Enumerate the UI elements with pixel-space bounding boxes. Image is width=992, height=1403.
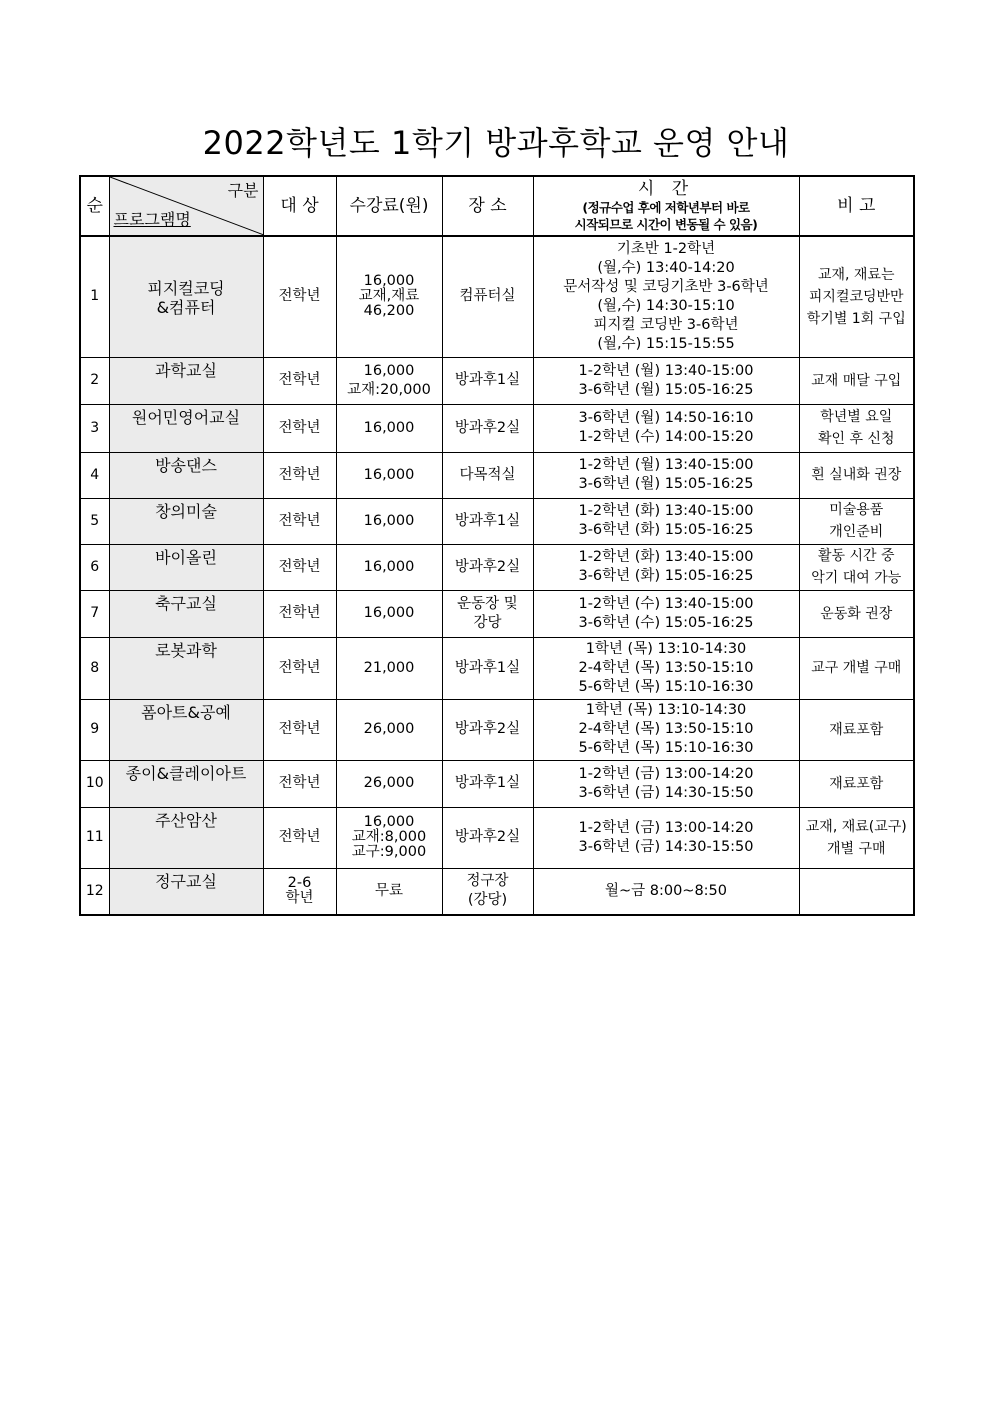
row-number: 3 (90, 419, 100, 436)
header-fee: 수강료(원) (336, 176, 442, 236)
cell-time (533, 544, 799, 590)
place-text: 방과후2실 (454, 721, 521, 737)
cell-num (80, 544, 109, 590)
cell-target (263, 590, 336, 637)
header-time (533, 176, 799, 236)
cell-target (263, 699, 336, 760)
place-text: 방과후2실 (454, 558, 521, 575)
time-text: (월,수) 14:30-15:10 (597, 297, 735, 314)
table-row (80, 637, 914, 699)
fee-text: 16,000 (363, 273, 415, 290)
fee-text: 16,000 (363, 512, 415, 529)
cell-target (263, 357, 336, 404)
cell-fee (336, 357, 442, 404)
header-place: 장 소 (442, 176, 533, 236)
cell-fee (336, 760, 442, 807)
program-text: 축구교실 (155, 593, 217, 613)
row-number: 10 (85, 775, 104, 791)
target-text: 전학년 (278, 466, 321, 483)
cell-time (533, 760, 799, 807)
cell-remark (799, 590, 914, 637)
time-text: 3-6학년 (화) 15:05-16:25 (578, 522, 754, 538)
row-number: 1 (90, 288, 100, 305)
fee-text: 16,000 (363, 466, 415, 483)
cell-remark (799, 699, 914, 760)
time-text: 피지컬 코딩반 3-6학년 (593, 316, 739, 333)
row-number: 12 (85, 882, 104, 899)
cell-fee (336, 807, 442, 868)
remark-text: 흰 실내화 권장 (811, 467, 902, 483)
cell-num (80, 637, 109, 699)
fee-text: 16,000 (363, 419, 415, 436)
cell-time (533, 452, 799, 498)
cell-target (263, 868, 336, 915)
time-text: 5-6학년 (목) 15:10-16:30 (578, 678, 754, 695)
row-number: 11 (85, 829, 104, 845)
table-row (80, 452, 914, 498)
cell-place (442, 452, 533, 498)
place-text: 방과후2실 (454, 419, 521, 436)
fee-text: 16,000 (363, 605, 415, 621)
fee-text: 16,000 (363, 558, 415, 575)
cell-place (442, 868, 533, 915)
cell-target (263, 807, 336, 868)
target-text: 학년 (285, 890, 314, 907)
cell-program (109, 637, 263, 699)
table-row (80, 236, 914, 357)
cell-num (80, 760, 109, 807)
cell-program (109, 404, 263, 452)
time-text: 1-2학년 (금) 13:00-14:20 (578, 765, 754, 782)
place-text: 정구장 (466, 873, 509, 890)
cell-time (533, 637, 799, 699)
cell-place (442, 544, 533, 590)
cell-target (263, 760, 336, 807)
time-text: 1-2학년 (화) 13:40-15:00 (578, 549, 754, 565)
time-text: (월,수) 13:40-14:20 (597, 259, 735, 276)
cell-program (109, 699, 263, 760)
time-text: 3-6학년 (금) 14:30-15:50 (578, 784, 754, 801)
cell-time (533, 868, 799, 915)
place-text: (강당) (467, 892, 508, 909)
remark-text: 재료포함 (829, 721, 884, 738)
program-text: 피지컬코딩 (147, 279, 225, 299)
place-text: 방과후1실 (454, 775, 521, 791)
cell-remark (799, 760, 914, 807)
program-text: 정구교실 (155, 871, 217, 891)
cell-num (80, 590, 109, 637)
remark-text: 개별 구매 (826, 840, 886, 857)
time-text: 3-6학년 (화) 15:05-16:25 (578, 568, 754, 584)
time-text: 1학년 (목) 13:10-14:30 (585, 640, 747, 657)
program-text: 주산암산 (155, 810, 217, 830)
cell-program (109, 807, 263, 868)
schedule-table (79, 175, 915, 916)
time-text: 문서작성 및 코딩기초반 3-6학년 (563, 278, 769, 295)
cell-place (442, 498, 533, 544)
cell-time (533, 590, 799, 637)
fee-text: 21,000 (363, 659, 415, 676)
remark-text: 활동 시간 중 (817, 548, 895, 564)
cell-program (109, 452, 263, 498)
header-program: 프로그램명 (113, 210, 191, 229)
table-row (80, 498, 914, 544)
time-text: 3-6학년 (월) 15:05-16:25 (578, 476, 754, 492)
place-text: 운동장 및 (457, 595, 518, 612)
header-remark: 비 고 (799, 176, 914, 236)
cell-time (533, 699, 799, 760)
cell-program (109, 760, 263, 807)
target-text: 전학년 (278, 829, 321, 845)
place-text: 방과후1실 (454, 512, 521, 529)
cell-num (80, 404, 109, 452)
fee-text: 교재:20,000 (347, 381, 431, 398)
time-text: 1-2학년 (금) 13:00-14:20 (578, 819, 754, 836)
row-number: 4 (90, 466, 100, 483)
fee-text: 16,000 (363, 814, 415, 830)
cell-target (263, 498, 336, 544)
program-text: 종이&클레이아트 (125, 763, 247, 783)
cell-place (442, 357, 533, 404)
fee-text: 26,000 (363, 721, 415, 737)
target-text: 전학년 (278, 721, 321, 737)
time-text: 기초반 1-2학년 (616, 240, 716, 257)
target-text: 전학년 (278, 512, 321, 529)
fee-text: 교구:9,000 (351, 844, 427, 860)
row-number: 2 (90, 372, 100, 388)
program-text: 원어민영어교실 (131, 407, 241, 427)
remark-text: 학년별 요일 (820, 409, 893, 425)
remark-text: 교재, 재료(교구) (805, 818, 907, 835)
cell-target (263, 452, 336, 498)
cell-place (442, 807, 533, 868)
time-text: 1-2학년 (수) 13:40-15:00 (578, 595, 754, 612)
program-text: 창의미술 (155, 501, 217, 521)
fee-text: 무료 (374, 882, 403, 899)
time-text: 1-2학년 (수) 14:00-15:20 (578, 429, 754, 445)
cell-time (533, 404, 799, 452)
fee-text: 16,000 (363, 362, 415, 379)
cell-target (263, 236, 336, 357)
cell-fee (336, 544, 442, 590)
time-text: (월,수) 15:15-15:55 (597, 335, 735, 352)
cell-fee (336, 637, 442, 699)
remark-text: 교재, 재료는 (817, 266, 895, 283)
program-text: 과학교실 (155, 360, 217, 380)
remark-text: 교구 개별 구매 (811, 660, 902, 676)
table-row (80, 699, 914, 760)
time-text: 1-2학년 (월) 13:40-15:00 (578, 457, 754, 473)
table-row (80, 760, 914, 807)
cell-num (80, 807, 109, 868)
cell-num (80, 452, 109, 498)
cell-fee (336, 590, 442, 637)
table-row (80, 590, 914, 637)
cell-place (442, 699, 533, 760)
header-target: 대 상 (263, 176, 336, 236)
time-text: 1-2학년 (월) 13:40-15:00 (578, 362, 754, 379)
time-text: 3-6학년 (수) 15:05-16:25 (578, 614, 754, 631)
time-text: 5-6학년 (목) 15:10-16:30 (578, 740, 754, 756)
cell-target (263, 544, 336, 590)
place-text: 방과후1실 (454, 659, 521, 676)
cell-remark (799, 868, 914, 915)
remark-text: 미술용품 (829, 502, 884, 518)
remark-text: 재료포함 (829, 775, 884, 792)
remark-text: 개인준비 (829, 524, 884, 540)
program-text: 바이올린 (155, 547, 217, 567)
cell-time (533, 236, 799, 357)
header-time-note-2: 시작되므로 시간이 변동될 수 있음) (574, 217, 758, 232)
cell-program (109, 236, 263, 357)
cell-target (263, 404, 336, 452)
time-text: 2-4학년 (목) 13:50-15:10 (578, 721, 754, 737)
cell-remark (799, 236, 914, 357)
cell-program (109, 498, 263, 544)
place-text: 방과후2실 (454, 829, 521, 845)
cell-place (442, 404, 533, 452)
cell-remark (799, 452, 914, 498)
header-time-note-1: (정규수업 후에 저학년부터 바로 (582, 200, 750, 215)
cell-fee (336, 452, 442, 498)
cell-fee (336, 236, 442, 357)
cell-fee (336, 498, 442, 544)
cell-remark (799, 807, 914, 868)
cell-fee (336, 699, 442, 760)
row-number: 8 (90, 659, 100, 676)
table-row (80, 544, 914, 590)
cell-time (533, 807, 799, 868)
time-text: 1-2학년 (화) 13:40-15:00 (578, 503, 754, 519)
table-row (80, 868, 914, 915)
cell-remark (799, 404, 914, 452)
remark-text: 피지컬코딩반만 (808, 288, 904, 305)
page-title: 2022학년도 1학기 방과후학교 운영 안내 (202, 124, 790, 162)
header-category: 구분 (227, 181, 259, 200)
cell-target (263, 637, 336, 699)
target-text: 전학년 (278, 372, 321, 388)
time-text: 3-6학년 (월) 14:50-16:10 (578, 410, 754, 426)
cell-program (109, 590, 263, 637)
place-text: 강당 (473, 614, 502, 631)
target-text: 전학년 (278, 775, 321, 791)
cell-time (533, 498, 799, 544)
cell-num (80, 699, 109, 760)
fee-text: 교재:8,000 (351, 829, 427, 845)
header-diagonal-cell (109, 176, 263, 236)
target-text: 2-6 (287, 875, 312, 892)
table-row (80, 807, 914, 868)
place-text: 방과후1실 (454, 372, 521, 388)
cell-place (442, 236, 533, 357)
cell-num (80, 868, 109, 915)
program-text: &컴퓨터 (156, 298, 216, 318)
place-text: 다목적실 (459, 466, 516, 483)
cell-place (442, 590, 533, 637)
cell-place (442, 760, 533, 807)
time-text: 1학년 (목) 13:10-14:30 (585, 702, 747, 718)
program-text: 폼아트&공예 (141, 702, 231, 722)
header-time-label: 시 간 (637, 179, 695, 199)
target-text: 전학년 (278, 288, 321, 305)
remark-text: 악기 대여 가능 (811, 570, 902, 586)
remark-text: 학기별 1회 구입 (806, 310, 906, 327)
cell-remark (799, 637, 914, 699)
fee-text: 26,000 (363, 775, 415, 791)
remark-text: 운동화 권장 (820, 605, 893, 622)
time-text: 2-4학년 (목) 13:50-15:10 (578, 659, 754, 676)
row-number: 5 (90, 512, 100, 529)
table-body (80, 236, 914, 915)
row-number: 7 (90, 605, 100, 621)
header-row (80, 176, 914, 236)
cell-remark (799, 357, 914, 404)
fee-text: 46,200 (363, 303, 415, 320)
cell-program (109, 544, 263, 590)
row-number: 9 (90, 721, 100, 737)
remark-text: 확인 후 신청 (817, 431, 895, 447)
cell-num (80, 236, 109, 357)
cell-place (442, 637, 533, 699)
cell-fee (336, 868, 442, 915)
fee-text: 교재,재료 (358, 288, 420, 305)
cell-program (109, 868, 263, 915)
table-row (80, 404, 914, 452)
program-text: 방송댄스 (155, 455, 217, 475)
target-text: 전학년 (278, 419, 321, 436)
row-number: 6 (90, 558, 100, 575)
cell-time (533, 357, 799, 404)
header-num: 순 (80, 176, 109, 236)
program-text: 로봇과학 (155, 640, 217, 660)
time-text: 3-6학년 (금) 14:30-15:50 (578, 838, 754, 855)
cell-remark (799, 544, 914, 590)
cell-remark (799, 498, 914, 544)
target-text: 전학년 (278, 659, 321, 676)
cell-fee (336, 404, 442, 452)
time-text: 3-6학년 (월) 15:05-16:25 (578, 381, 754, 398)
time-text: 월~금 8:00~8:50 (604, 882, 728, 899)
cell-program (109, 357, 263, 404)
cell-num (80, 357, 109, 404)
target-text: 전학년 (278, 558, 321, 575)
target-text: 전학년 (278, 605, 321, 621)
remark-text: 교재 매달 구입 (811, 372, 902, 389)
table-row (80, 357, 914, 404)
cell-num (80, 498, 109, 544)
place-text: 컴퓨터실 (459, 288, 516, 305)
